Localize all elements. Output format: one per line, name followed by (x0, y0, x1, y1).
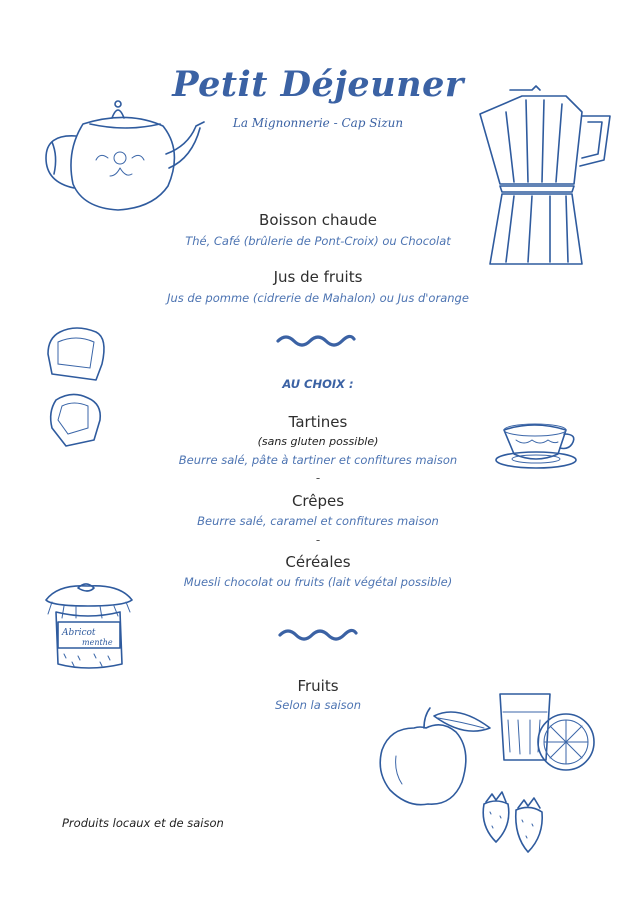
wave-divider (276, 333, 356, 349)
tartines-title: Tartines (288, 413, 348, 431)
footer-note: Produits locaux et de saison (62, 816, 224, 830)
tartines-note: (sans gluten possible) (257, 435, 379, 448)
crepes-desc: Beurre salé, caramel et confitures maison (197, 514, 439, 528)
separator-dash: - (315, 471, 321, 485)
crepes-title: Crêpes (291, 492, 345, 510)
cereales-desc: Muesli chocolat ou fruits (lait végétal possible) (183, 575, 453, 589)
jam-jar-icon (38, 578, 138, 674)
teacup-icon (494, 416, 589, 476)
tartines-desc: Beurre salé, pâte à tartiner et confitures maison (178, 453, 458, 467)
juice-title: Jus de fruits (273, 268, 363, 286)
juice-desc: Jus de pomme (cidrerie de Mahalon) ou Jus d'orange (167, 291, 469, 305)
teapot-icon (38, 96, 208, 216)
cereales-title: Céréales (285, 553, 351, 571)
separator-dash: - (315, 533, 321, 547)
page-subtitle: La Mignonnerie - Cap Sizun (232, 116, 404, 130)
choice-label: AU CHOIX : (282, 377, 354, 391)
jar-label-line2: menthe (82, 638, 113, 647)
fruits-illustration-icon (372, 686, 604, 856)
fruits-title: Fruits (297, 677, 339, 695)
hot-drink-desc: Thé, Café (brûlerie de Pont-Croix) ou Chocolat (185, 234, 451, 248)
page-title: Petit Déjeuner (172, 64, 464, 105)
hot-drink-title: Boisson chaude (259, 211, 377, 229)
jar-label-line1: Abricot (62, 628, 96, 638)
fruits-desc: Selon la saison (275, 698, 361, 712)
wave-divider (278, 627, 358, 643)
